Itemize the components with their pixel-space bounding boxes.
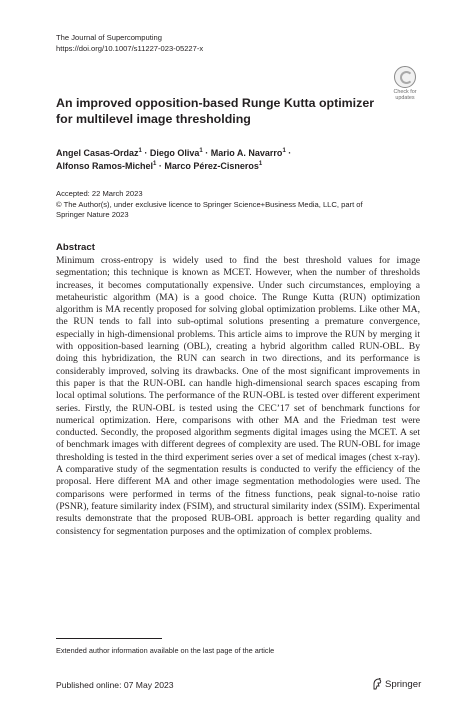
affiliation-marker: 1 (258, 161, 263, 167)
affiliation-marker: 1 (138, 148, 142, 154)
author-name[interactable]: Angel Casas-Ordaz (56, 148, 139, 158)
author-name[interactable]: Mario A. Navarro (210, 148, 283, 158)
springer-horse-icon (372, 678, 382, 690)
author-list: Angel Casas-Ordaz$^1$ · Diego Oliva$^1$ · Mario A. Navarro$^1$ · Alfonso Ramos-Michel$^1$ · Marco Pérez-Cisneros$^1$ (56, 148, 292, 171)
abstract-text: Minimum cross-entropy is widely used to find the best threshold values for image segmentation; this technique is known as MCET. However, when the number of thresholds increases, it becomes computationally expensive. Under such circumstances, employing a metaheuristic algorithm (MA) is a good choice. The Runge Kutta (RUN) optimization algorithm is MA recently proposed for solving global optimization problems. Like other MA, the RUN tends to fall into sub-optimal solutions presenting a premature convergence, especially in high-dimensional problems. This article aims to improve the RUN by merging it with opposition-based learning (OBL), creating a hybrid algorithm called RUN-OBL. By doing this hybridization, the RUN can search in two directions, and its performance is considerably improved, solving its drawbacks. One of the most significant improvements in this paper is that the RUN-OBL can handle high-dimensional search spaces escaping from local optimal solutions. The performance of the RUN-OBL is tested over different experiment series. Firstly, the RUN-OBL is tested using the CEC’17 set of benchmark functions for numerical optimization. Here, comparisons with other MA and the Friedman test were conducted. Secondly, the proposed algorithm segments digital images using the MCET. A set of benchmark images with different degrees of complexity are used. The RUN-OBL for image thresholding is tested in the third experiment series over a set of medical images (chest x-ray). A comparative study of the segmentation results is conducted to verify the efficiency of the proposal. Here different MA and other image segmentation methodologies were used. The comparisons were performed in terms of the fitness functions, peak signal-to-noise ratio (PSNR), feature similarity index (FSIM), and structural similarity index (SSIM). Experimental results demonstrate that the proposed RUB-OBL approach is better regarding quality and consistency for segmentation purposes and the optimization of complex problems. (56, 255, 420, 537)
affiliation-marker: 1 (199, 148, 203, 154)
doi-link[interactable]: https://doi.org/10.1007/s11227-023-05227-x (56, 43, 204, 53)
accepted-date: Accepted: 22 March 2023 (56, 189, 143, 198)
journal-name: The Journal of Supercomputing (56, 33, 162, 42)
publisher-name: Springer (385, 678, 422, 690)
article-title: An improved opposition-based Runge Kutta optimizer for multilevel image thresholding (56, 96, 375, 126)
author-name[interactable]: Marco Pérez-Cisneros (164, 161, 259, 171)
footnote-divider (56, 638, 162, 639)
affiliation-marker: 1 (153, 161, 157, 167)
published-date: Published online: 07 May 2023 (56, 680, 174, 690)
abstract-heading: Abstract (56, 242, 95, 253)
check-for-updates-label: Check for updates (393, 89, 417, 102)
footnote: Extended author information available on the last page of the article (56, 646, 275, 655)
article-meta (56, 189, 376, 221)
publisher-logo[interactable] (372, 677, 421, 691)
author-name[interactable]: Alfonso Ramos-Michel (56, 161, 154, 171)
journal-header (56, 33, 203, 54)
copyright-notice: © The Author(s), under exclusive licence to Springer Science+Business Media, LLC, part of Springer Nature 2023 (56, 199, 363, 219)
check-for-updates-icon (394, 66, 416, 88)
check-for-updates-badge[interactable] (387, 66, 423, 104)
affiliation-marker: 1 (282, 148, 286, 154)
author-name[interactable]: Diego Oliva (149, 148, 200, 158)
